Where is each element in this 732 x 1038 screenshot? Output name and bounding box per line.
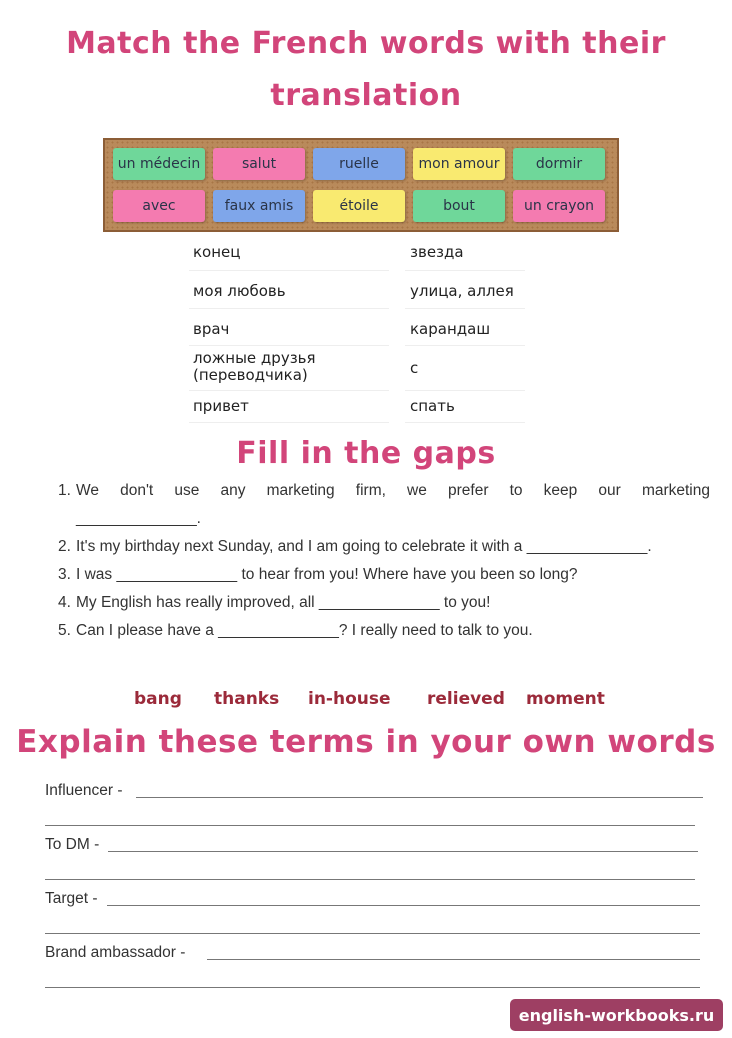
match-title-line2: translation xyxy=(270,78,462,113)
sentence-text: It's my birthday next Sunday, and I am going to celebrate it with a ______________. xyxy=(76,538,652,555)
explain-title: Explain these terms in your own words xyxy=(16,724,716,760)
divider xyxy=(189,270,389,271)
answer-line xyxy=(136,797,703,798)
divider xyxy=(405,390,525,391)
divider xyxy=(189,345,389,346)
sentence-number: 4. xyxy=(58,594,71,611)
divider xyxy=(189,390,389,391)
brand-badge[interactable]: english-workbooks.ru xyxy=(510,999,723,1031)
word-bank-item: in-house xyxy=(308,689,391,709)
match-title: Match the French words with their xyxy=(66,26,666,61)
french-word-tile: bout xyxy=(413,190,505,222)
term-label: Brand ambassador - xyxy=(45,944,186,961)
divider xyxy=(189,422,389,423)
sentence-text: Can I please have a ______________? I really need to talk to you. xyxy=(76,622,533,639)
russian-word: звезда xyxy=(410,243,464,261)
fill-title: Fill in the gaps xyxy=(236,436,496,471)
divider xyxy=(405,308,525,309)
french-word-tile: un crayon xyxy=(513,190,605,222)
term-label: Influencer - xyxy=(45,782,123,799)
russian-word: моя любовь xyxy=(193,282,286,300)
answer-line xyxy=(207,959,700,960)
french-word-tile: avec xyxy=(113,190,205,222)
sentence-text: My English has really improved, all ______________ to you! xyxy=(76,594,491,611)
sentence-text: We don't use any marketing firm, we prefer to keep our marketing xyxy=(76,482,710,499)
russian-word: врач xyxy=(193,320,230,338)
french-word-tile: ruelle xyxy=(313,148,405,180)
answer-line xyxy=(45,825,695,826)
term-label: Target - xyxy=(45,890,98,907)
answer-line xyxy=(45,933,700,934)
french-word-tile: étoile xyxy=(313,190,405,222)
russian-word: карандаш xyxy=(410,320,491,338)
word-bank-item: moment xyxy=(526,689,605,709)
french-word-tile: faux amis xyxy=(213,190,305,222)
gap-sentence-list xyxy=(58,482,710,652)
russian-word: ложные друзья (переводчика) xyxy=(193,349,316,384)
word-bank-item: bang xyxy=(134,689,182,709)
term-label: To DM - xyxy=(45,836,100,853)
word-bank-item: relieved xyxy=(427,689,505,709)
russian-word: привет xyxy=(193,397,249,415)
word-bank-item: thanks xyxy=(214,689,280,709)
french-word-tile: dormir xyxy=(513,148,605,180)
answer-line xyxy=(107,905,700,906)
answer-line xyxy=(108,851,698,852)
sentence-number: 5. xyxy=(58,622,71,639)
answer-line xyxy=(45,987,700,988)
divider xyxy=(405,270,525,271)
sentence-text: ______________. xyxy=(76,510,201,527)
russian-word: спать xyxy=(410,397,455,415)
sentence-number: 2. xyxy=(58,538,71,555)
french-word-tile: mon amour xyxy=(413,148,505,180)
answer-line xyxy=(45,879,695,880)
russian-word: с xyxy=(410,359,419,377)
sentence-text: I was ______________ to hear from you! Where have you been so long? xyxy=(76,566,578,583)
french-word-board xyxy=(103,138,619,232)
russian-word: улица, аллея xyxy=(410,282,514,300)
french-word-tile: salut xyxy=(213,148,305,180)
french-word-tile: un médecin xyxy=(113,148,205,180)
divider xyxy=(189,308,389,309)
sentence-number: 1. xyxy=(58,482,71,499)
sentence-number: 3. xyxy=(58,566,71,583)
russian-word: конец xyxy=(193,243,241,261)
divider xyxy=(405,422,525,423)
divider xyxy=(405,345,525,346)
